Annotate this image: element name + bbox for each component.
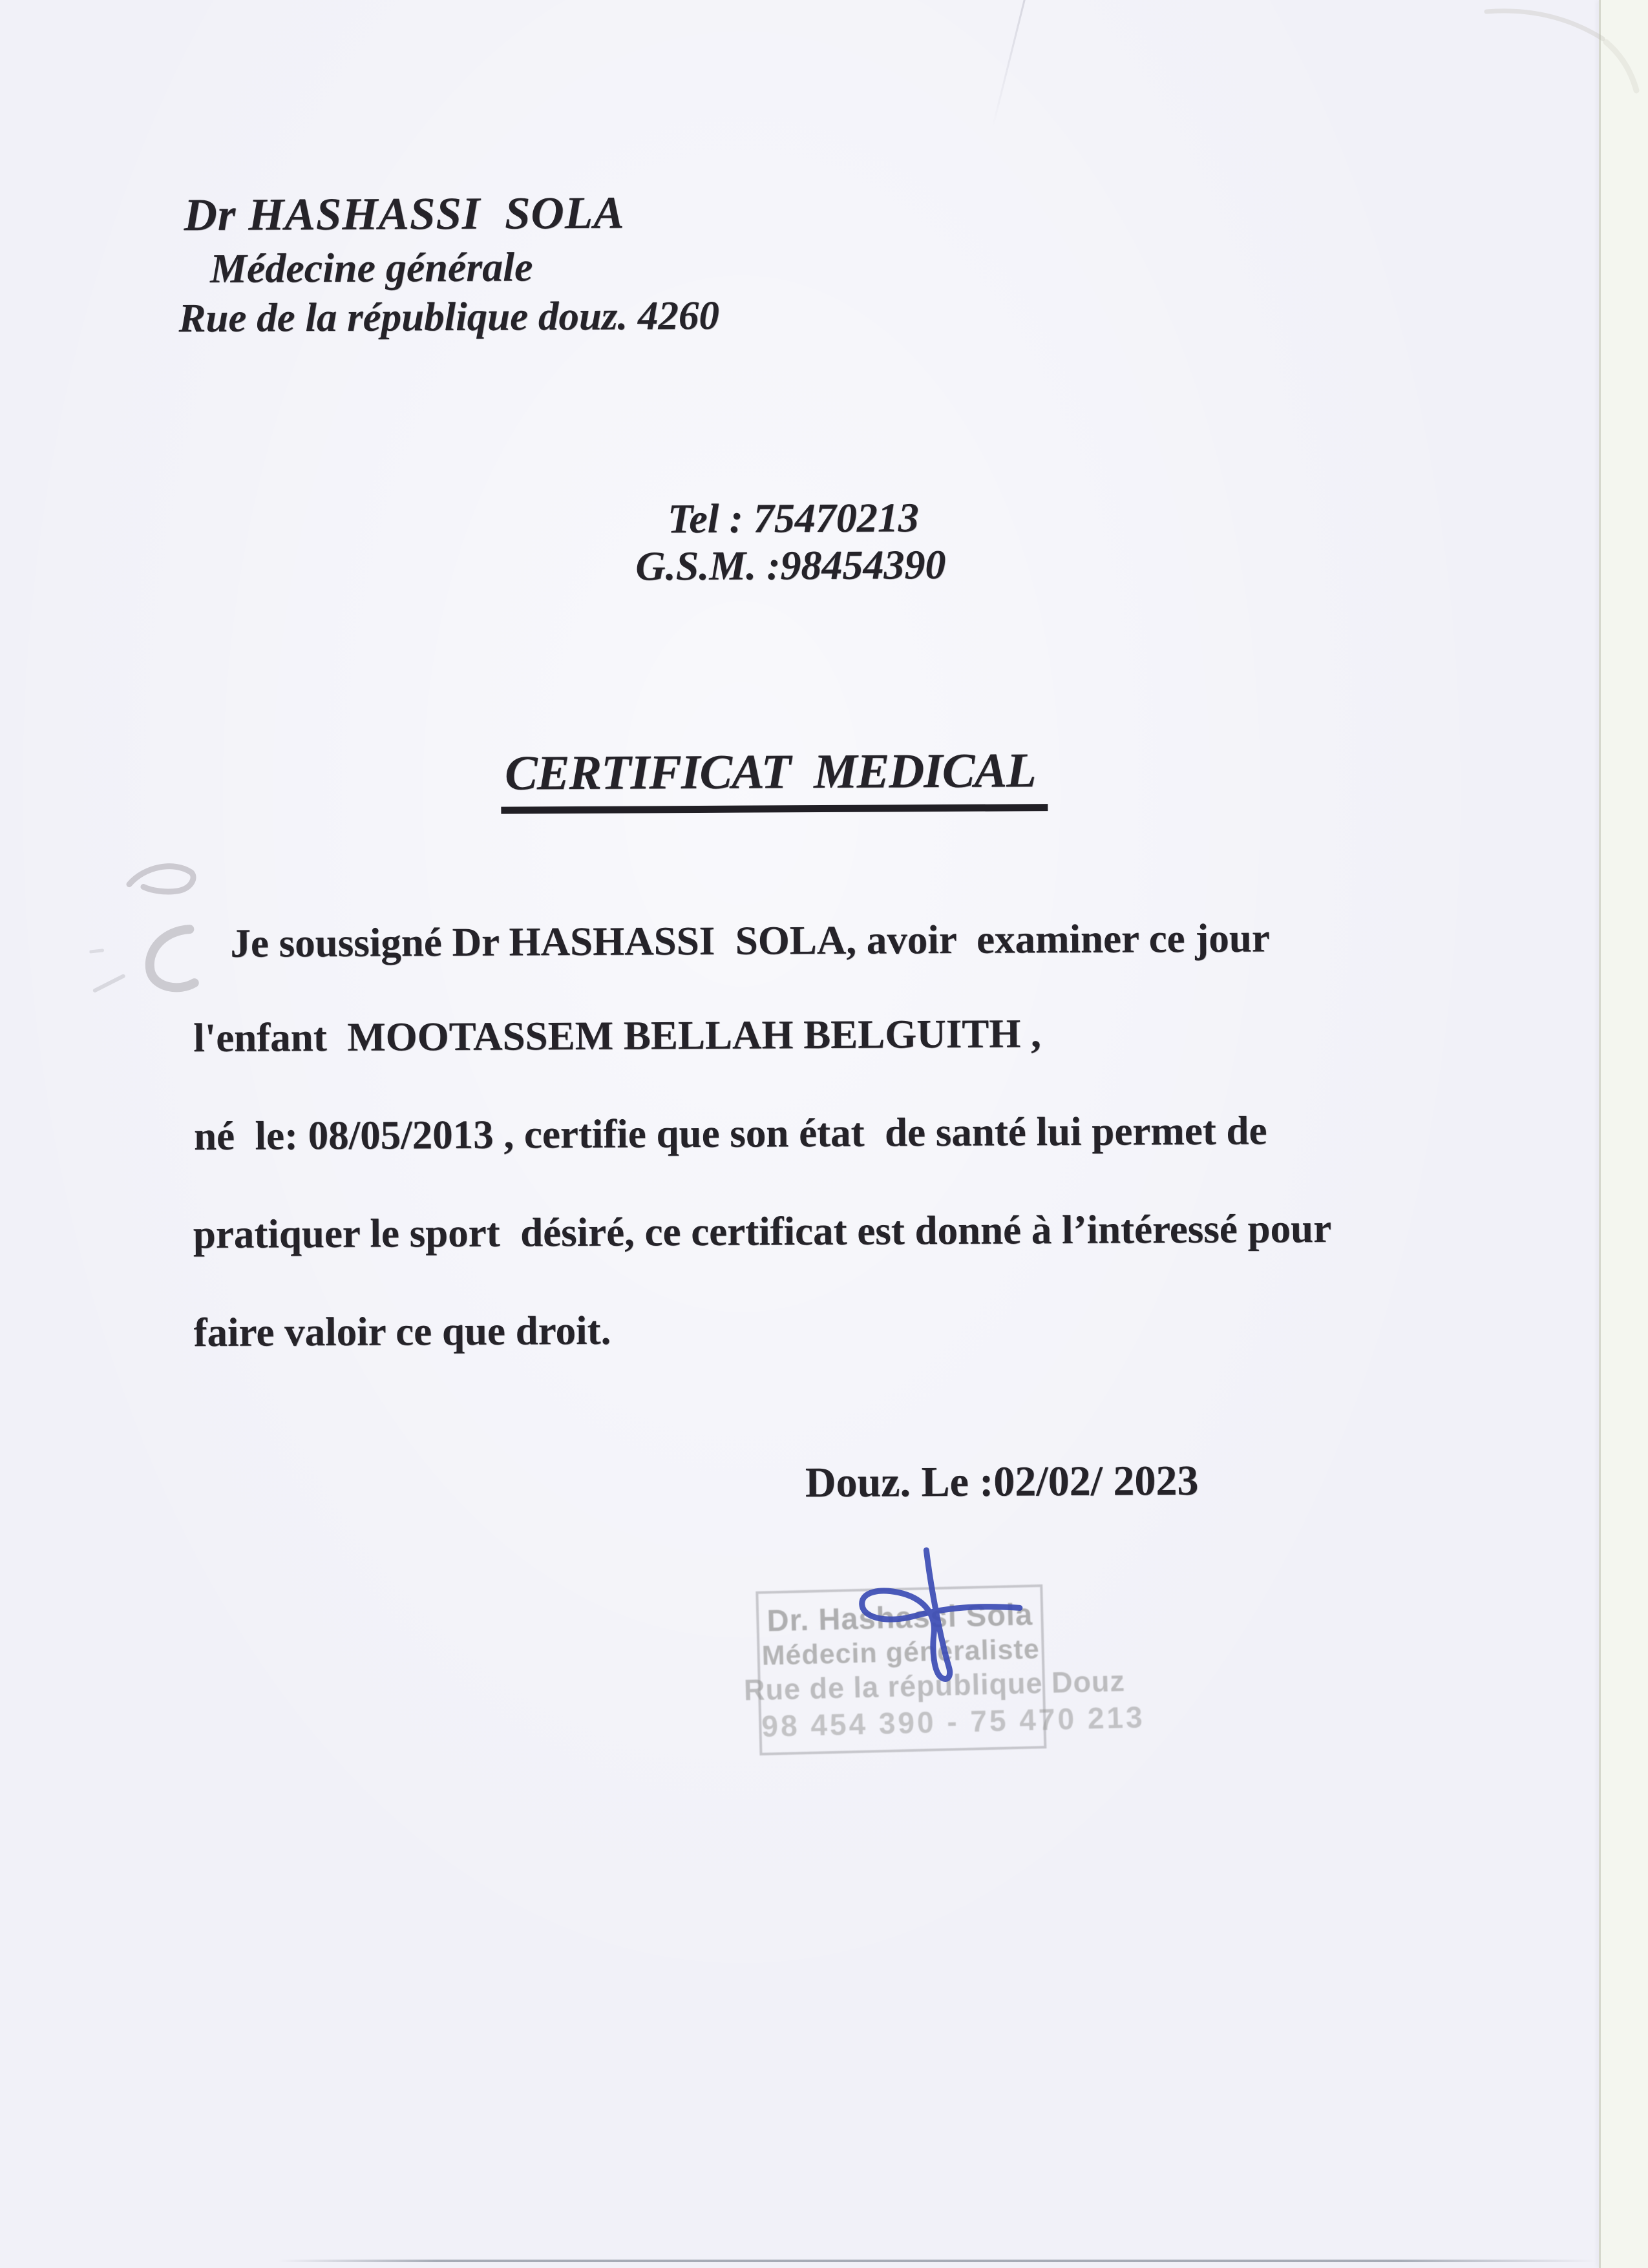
body-line: Je soussigné Dr HASHASSI SOLA, avoir examiner ce jour: [230, 915, 1270, 966]
place-and-date: Douz. Le :02/02/ 2023: [805, 1456, 1199, 1507]
doctor-name: Dr HASHASSI SOLA: [184, 187, 625, 241]
stamp-specialty: Médecin généraliste: [761, 1633, 1041, 1672]
gsm-number: G.S.M. :98454390: [635, 541, 946, 589]
stamp-doctor-name: Dr. Hashassi Sola: [766, 1597, 1033, 1638]
body-line: l'enfant MOOTASSEM BELLAH BELGUITH ,: [193, 1011, 1041, 1061]
body-line: pratiquer le sport désiré, ce certificat est donné à l’intéressé pour: [193, 1205, 1332, 1257]
doctor-specialty: Médecine générale: [209, 244, 533, 291]
stamp-phones: 98 454 390 - 75 470 213: [761, 1700, 1146, 1743]
phone-number: Tel : 75470213: [667, 494, 919, 542]
body-line: né le: 08/05/2013 , certifie que son état de santé lui permet de: [193, 1108, 1267, 1159]
handwritten-signature: [821, 1538, 1042, 1695]
stamp-address: Rue de la république Douz: [743, 1664, 1126, 1707]
doctor-address: Rue de la république douz. 4260: [178, 292, 720, 341]
body-line: faire valoir ce que droit.: [193, 1307, 611, 1356]
certificate-title: CERTIFICAT MEDICAL: [501, 746, 1048, 814]
